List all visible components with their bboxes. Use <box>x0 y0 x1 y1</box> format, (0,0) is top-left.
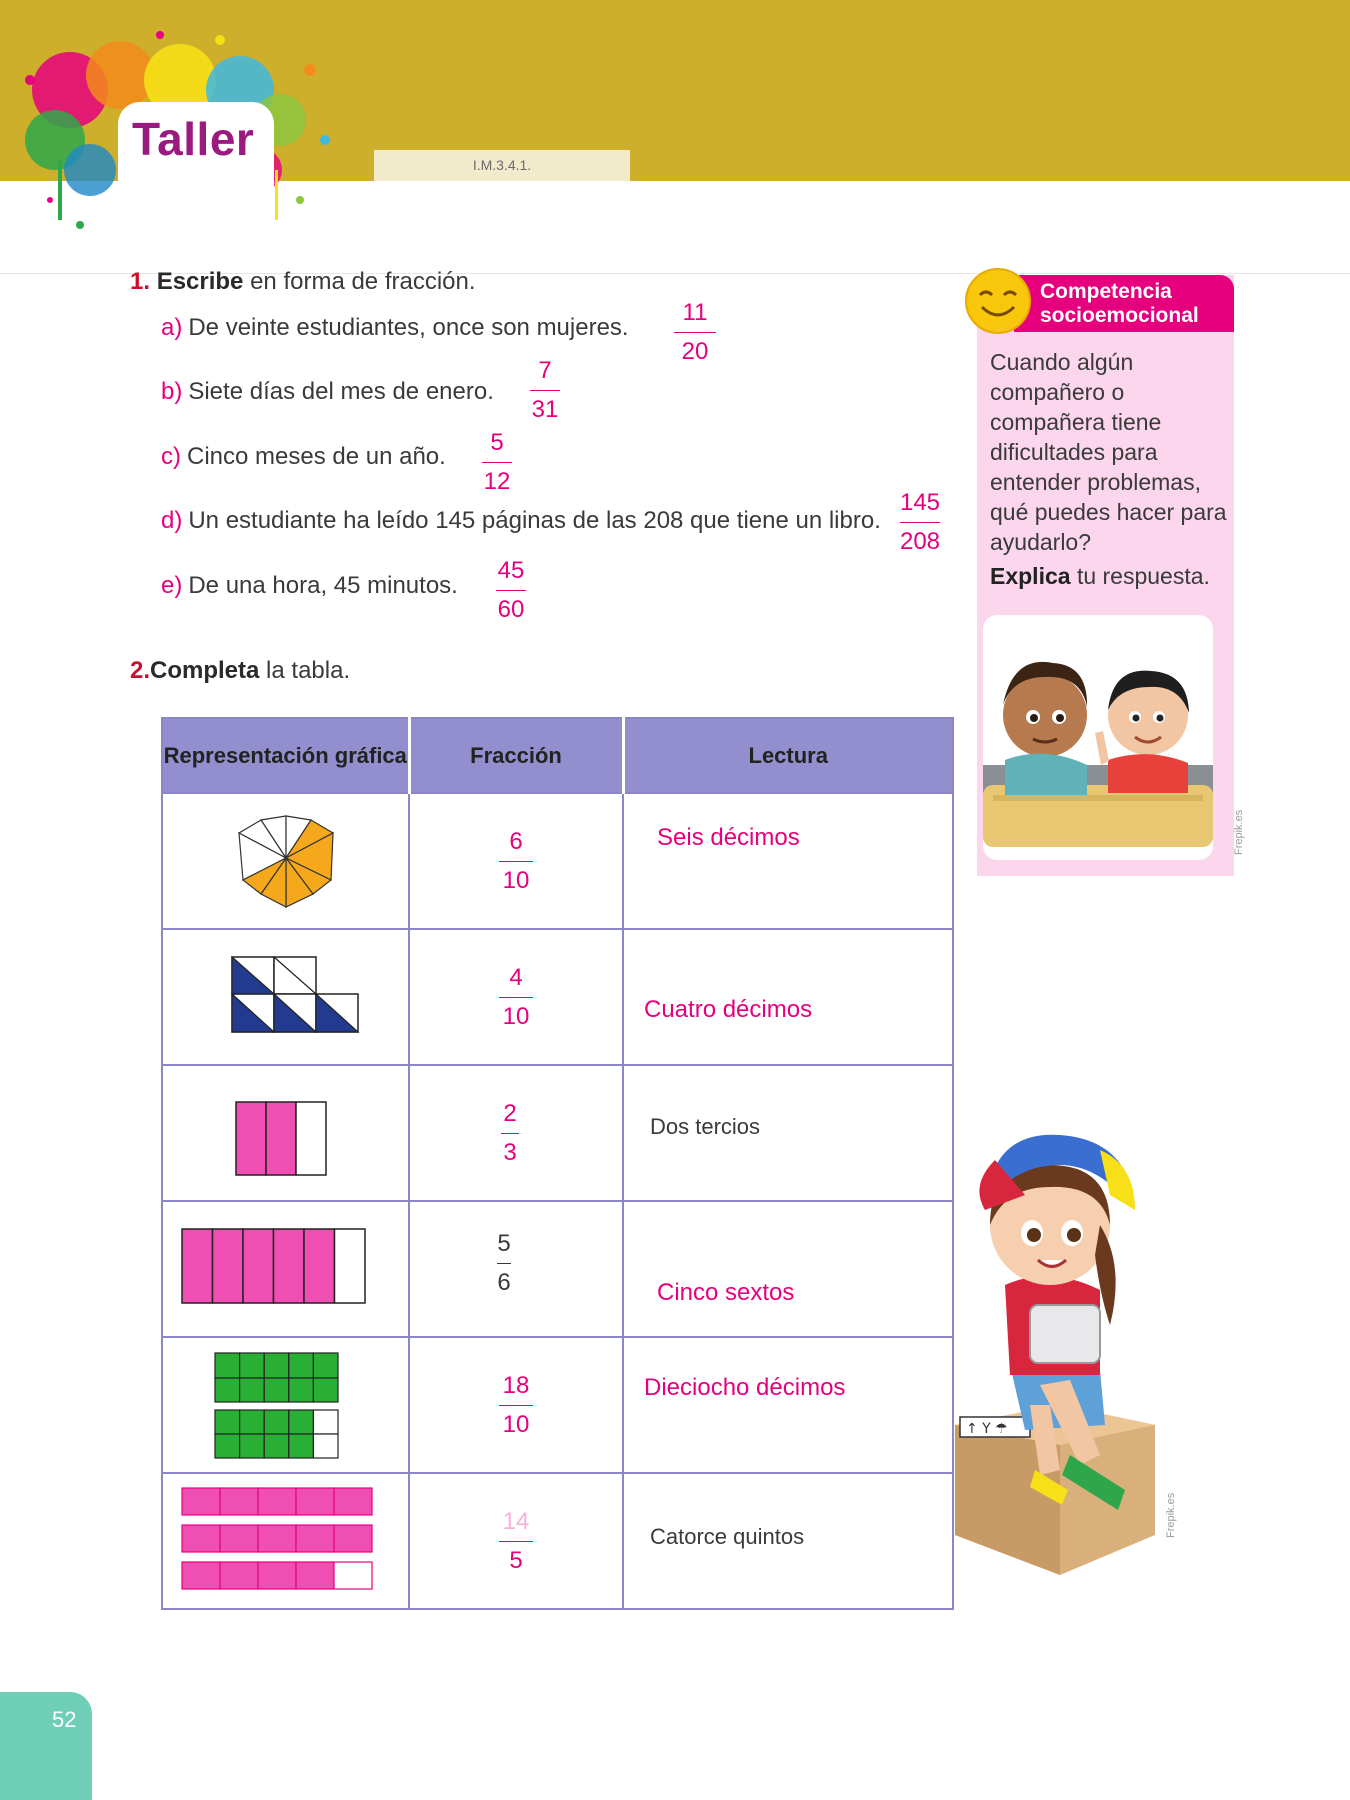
graphic-cell <box>162 1337 409 1473</box>
page-title: Taller <box>132 113 255 165</box>
row-fraction <box>485 1097 535 1170</box>
row-fraction <box>491 1369 541 1442</box>
table-row <box>162 1201 953 1337</box>
numerator: 7 <box>538 357 552 384</box>
row-reading: Seis décimos <box>657 824 800 851</box>
numerator: 45 <box>497 557 525 584</box>
title-line: socioemocional <box>1040 304 1199 327</box>
fraction-cell <box>409 1337 623 1473</box>
girl-with-tablet-illustration <box>950 1125 1170 1575</box>
numerator: 2 <box>503 1099 517 1127</box>
numerator: 4 <box>509 963 523 991</box>
question-1-keyword: Escribe <box>156 268 244 295</box>
fraction-table <box>161 717 954 1610</box>
denominator: 5 <box>509 1546 523 1574</box>
row-fraction <box>479 1227 529 1300</box>
question-1-number: 1. <box>130 268 151 295</box>
fraction-cell <box>409 929 623 1065</box>
numerator: 18 <box>502 1371 530 1399</box>
item-letter: d) <box>161 507 183 534</box>
denominator: 6 <box>497 1268 511 1296</box>
question-2-instruction: la tabla. <box>266 657 351 684</box>
question-1-heading <box>130 268 476 296</box>
graphic-cell <box>162 1065 409 1201</box>
answer-fraction-e <box>494 554 528 627</box>
indicator-code: I.M.3.4.1. <box>374 150 630 181</box>
graphic-cell <box>162 1201 409 1337</box>
question-1-item-a <box>161 314 629 342</box>
item-letter: e) <box>161 572 183 599</box>
reading-cell <box>623 1337 953 1473</box>
row-reading: Catorce quintos <box>650 1524 805 1549</box>
answer-fraction-d <box>898 486 942 559</box>
table-row <box>162 1337 953 1473</box>
item-letter: c) <box>161 443 181 470</box>
row-fraction <box>491 961 541 1034</box>
image-credit: Frepik.es <box>1165 1492 1177 1538</box>
reading-cell <box>623 793 953 929</box>
triangles-fraction-graphic <box>163 930 408 1059</box>
page-number-tab <box>0 1692 92 1800</box>
denominator: 60 <box>497 596 525 623</box>
fraction-cell <box>409 1065 623 1201</box>
graphic-cell <box>162 1473 409 1609</box>
numerator: 11 <box>682 299 708 326</box>
item-letter: b) <box>161 378 183 405</box>
denominator: 208 <box>899 528 941 555</box>
question-1-item-c <box>161 443 446 471</box>
reading-cell <box>623 1201 953 1337</box>
question-1-item-e <box>161 572 458 600</box>
row-fraction <box>491 825 541 898</box>
row-reading: Cinco sextos <box>657 1279 795 1306</box>
pentagon-fraction-graphic <box>163 794 408 923</box>
answer-fraction-a <box>672 296 718 369</box>
question-1-instruction: en forma de fracción. <box>250 268 476 295</box>
denominator: 3 <box>503 1138 517 1166</box>
item-text: Cinco meses de un año. <box>187 443 446 470</box>
question-2-heading <box>130 657 350 685</box>
answer-fraction-b <box>528 354 562 427</box>
numerator: 5 <box>497 1229 511 1257</box>
question-2-keyword: Completa <box>150 657 260 684</box>
fraction-cell <box>409 793 623 929</box>
boys-illustration <box>983 615 1213 860</box>
column-header-reading: Lectura <box>623 718 953 793</box>
table-row <box>162 1065 953 1201</box>
numerator: 5 <box>490 429 504 456</box>
item-text: De una hora, 45 minutos. <box>188 572 458 599</box>
denominator: 20 <box>681 338 709 365</box>
smiley-face-icon <box>962 265 1034 337</box>
question-1-item-d <box>161 507 881 535</box>
fraction-cell <box>409 1473 623 1609</box>
bar-thirds-graphic <box>163 1066 408 1195</box>
denominator: 10 <box>502 866 530 894</box>
socioemotional-title <box>1040 280 1199 328</box>
image-credit: Frepik.es <box>1233 809 1245 855</box>
reading-cell <box>623 1473 953 1609</box>
socioemotional-prompt <box>990 563 1210 590</box>
denominator: 10 <box>502 1410 530 1438</box>
row-reading: Dos tercios <box>650 1114 761 1139</box>
table-row <box>162 1473 953 1609</box>
page-number: 52 <box>52 1707 77 1732</box>
fraction-cell <box>409 1201 623 1337</box>
row-reading: Dieciocho décimos <box>644 1374 846 1401</box>
item-text: De veinte estudiantes, once son mujeres. <box>188 314 629 341</box>
denominator: 10 <box>502 1002 530 1030</box>
prompt-keyword: Explica <box>990 563 1071 589</box>
table-row <box>162 793 953 929</box>
denominator: 31 <box>531 396 559 423</box>
column-header-representation: Representación gráfica <box>162 718 409 793</box>
numerator: 6 <box>509 827 523 855</box>
question-2-number: 2. <box>130 657 151 684</box>
socioemotional-text: Cuando algún compañero o compañera tiene dificultades para entender problemas, qué puedes hacer para ayudarlo? <box>990 349 1227 555</box>
answer-fraction-c <box>480 426 514 499</box>
reading-cell <box>623 1065 953 1201</box>
green-grid-graphic <box>163 1338 408 1467</box>
numerator: 14 <box>502 1507 530 1535</box>
row-fraction <box>491 1505 541 1578</box>
prompt-rest: tu respuesta. <box>1076 563 1210 589</box>
numerator: 145 <box>899 489 941 516</box>
item-text: Un estudiante ha leído 145 páginas de las 208 que tiene un libro. <box>188 507 881 534</box>
table-row <box>162 929 953 1065</box>
pink-fifths-graphic <box>163 1474 408 1603</box>
graphic-cell <box>162 929 409 1065</box>
item-letter: a) <box>161 314 183 341</box>
graphic-cell <box>162 793 409 929</box>
svg-text:↑ Y ☂: ↑ Y ☂ <box>966 1421 1008 1437</box>
denominator: 12 <box>483 468 511 495</box>
question-1-item-b <box>161 378 494 406</box>
reading-cell <box>623 929 953 1065</box>
bar-sixths-graphic <box>163 1202 408 1331</box>
title-line: Competencia <box>1040 280 1172 303</box>
item-text: Siete días del mes de enero. <box>188 378 494 405</box>
row-reading: Cuatro décimos <box>644 996 813 1023</box>
column-header-fraction: Fracción <box>409 718 623 793</box>
